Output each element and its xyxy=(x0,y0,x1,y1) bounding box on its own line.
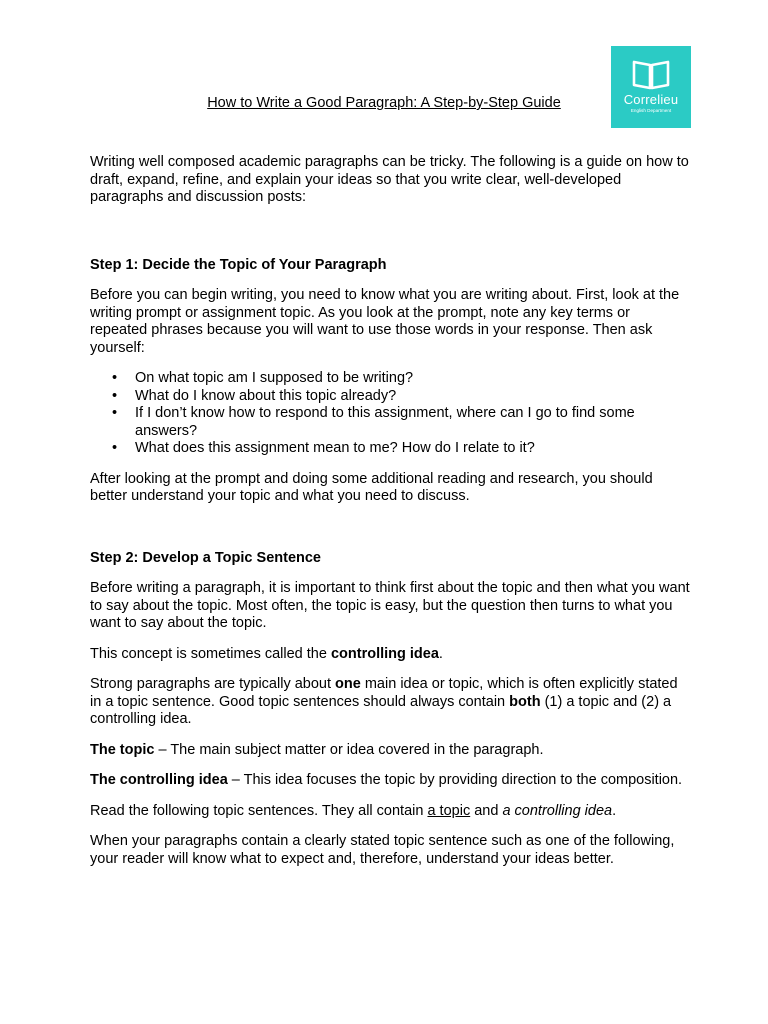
read-italic: a controlling idea xyxy=(502,802,613,819)
step1-heading: Step 1: Decide the Topic of Your Paragraph xyxy=(90,256,387,273)
final-paragraph: When your paragraphs contain a clearly stated topic sentence such as one of the following, your reader will know what to expect and, therefore, understand your ideas better. xyxy=(90,833,675,867)
concept-text: This concept is sometimes called the xyxy=(90,645,331,662)
intro-paragraph: Writing well composed academic paragraphs can be tricky. The following is a guide on how to draft, expand, refine, and explain your ideas so that you write clear, well-developed paragraphs and discussion posts: xyxy=(90,154,689,205)
list-item-text: What does this assignment mean to me? How do I relate to it? xyxy=(135,440,535,456)
strong-bold-2: both xyxy=(509,693,541,710)
correlieu-logo xyxy=(611,46,691,128)
list-item xyxy=(90,370,690,388)
bullet-marker: • xyxy=(112,405,118,421)
bullet-marker: • xyxy=(112,370,118,386)
read-text-2: and xyxy=(470,802,503,819)
list-item-text: What do I know about this topic already? xyxy=(135,387,397,404)
read-underlined: a topic xyxy=(427,802,471,819)
list-item xyxy=(90,405,690,440)
read-sentences-text xyxy=(90,803,690,821)
step1-after-paragraph: After looking at the prompt and doing some additional reading and research, you should better understand your topic and what you need to discuss. xyxy=(90,470,653,504)
open-book-icon xyxy=(631,58,671,90)
controlling-idea-definition xyxy=(90,772,690,790)
list-item-text: On what topic am I supposed to be writing? xyxy=(135,370,414,386)
bullet-marker: • xyxy=(112,440,118,456)
read-text-3: . xyxy=(612,802,617,819)
step1-paragraph: Before you can begin writing, you need to know what you are writing about. First, look at the writing prompt or assignment topic. As you look at the prompt, note any key terms or repeated phrases because you will want to use those words in your response. Then ask yourself: xyxy=(90,287,680,356)
controlling-idea-concept xyxy=(90,646,690,664)
list-item xyxy=(90,440,690,458)
controlling-term: The controlling idea xyxy=(90,772,228,788)
logo-subtitle: English Department xyxy=(630,108,672,113)
strong-text-3: (1) a topic and (2) a controlling idea. xyxy=(90,693,672,727)
document-body xyxy=(90,154,690,868)
topic-term: The topic xyxy=(90,741,155,758)
concept-term: controlling idea xyxy=(330,645,439,662)
strong-paragraphs-text xyxy=(90,676,690,729)
strong-bold-1: one xyxy=(335,676,361,692)
document-title: How to Write a Good Paragraph: A Step-by-Step Guide xyxy=(207,95,561,111)
controlling-text: – This idea focuses the topic by providing direction to the composition. xyxy=(227,772,683,788)
strong-text-2: main idea or topic, which is often explicitly stated in a topic sentence. Good topic sentences should always contain xyxy=(90,676,678,710)
bullet-marker: • xyxy=(112,387,118,404)
logo-name: Correlieu xyxy=(623,92,679,107)
strong-text-1: Strong paragraphs are typically about xyxy=(90,676,336,692)
step2-heading: Step 2: Develop a Topic Sentence xyxy=(90,549,321,566)
step1-question-list xyxy=(90,370,690,458)
topic-text: – The main subject matter or idea covered in the paragraph. xyxy=(154,741,544,758)
read-text-1: Read the following topic sentences. They all contain xyxy=(90,802,428,819)
step2-paragraph: Before writing a paragraph, it is important to think first about the topic and then what you want to say about the topic. Most often, the topic is easy, but the question then turns to what you want to say about the topic. xyxy=(90,580,690,631)
list-item-text: If I don’t know how to respond to this assignment, where can I go to find some answers? xyxy=(135,405,635,439)
concept-end: . xyxy=(438,645,443,662)
list-item xyxy=(90,388,690,406)
topic-definition xyxy=(90,742,690,760)
